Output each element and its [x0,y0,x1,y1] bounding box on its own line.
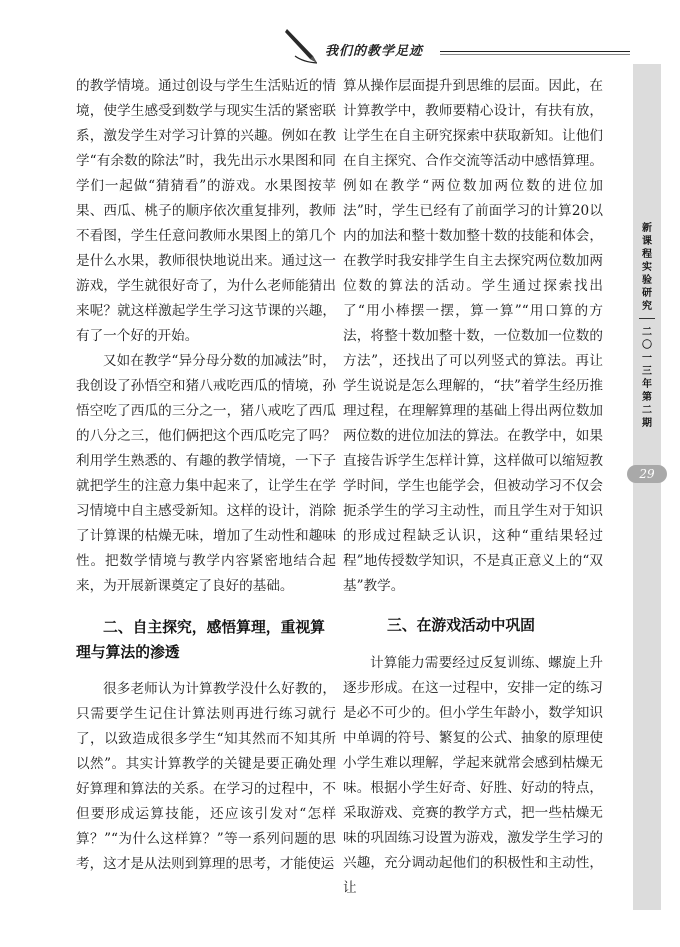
sidebar-divider [639,318,655,319]
journal-name: 新 课 程 实 验 研 究 [642,223,652,312]
header-title: 我们的教学足迹 [325,44,424,59]
body-paragraph: 算从操作层面提升到思维的层面。因此，在计算教学中，教师要精心设计，有扶有放，让学生在自主研究探索中获取新知。让他们在自主探究、合作交流等活动中感悟算理。例如在教学“两位数加两位数的进位加法”时，学生已经有了前面学习的计算20以内的加法和整十数加整十数的技能和体会，在教学时我安排学生自主去探究两位数加两位数的算法的活动。学生通过探索找出了“用小棒摆一摆，算一算”“用口算的方法，将整十数加整十数，一位数加一位数的方法”，还找出了可以列竖式的算法。再让学生说说是怎么理解的，“扶”着学生经历推理过程，在理解算理的基础上得出两位数加两位数的进位加法的算法。在教学中，如果直接告诉学生怎样计算，这样做可以缩短教学时间，学生也能学会，但被动学习不仅会扼杀学生的学习主动性，而且学生对于知识的形成过程缺乏认识，这种“重结果轻过程”地传授数学知识，不是真正意义上的“双基”教学。 [343,78,603,594]
page-number: 29 [627,465,667,483]
right-column [343,74,603,901]
pen-icon [283,26,323,66]
body-paragraph: 的教学情境。通过创设与学生生活贴近的情境，使学生感受到数学与现实生活的紧密联系，激发学生对学习计算的兴趣。例如在教学“有余数的除法”时，我先出示水果图和同学们一起做“猜猜看”的游戏。水果图按苹果、西瓜、桃子的顺序依次重复排列，教师不看图，学生任意问教师水果图上的第几个是什么水果，教师很快地说出来。通过这一游戏，学生就很好奇了，为什么老师能猜出来呢？就这样激起学生学习这节课的兴趣，有了一个好的开始。 [76,78,336,344]
sidebar-band [633,64,661,910]
body-paragraph: 很多老师认为计算教学没什么好教的，只需要学生记住计算法则再进行练习就行了，以致造成很多学生“知其然而不知其所以然”。其实计算教学的关键是要正确处理好算理和算法的关系。在学习的过程中，不但要形成运算技能，还应该引发对“怎样算？”“为什么这样算？”等一系列问题的思考，这才是从法则到算理的思考，才能使运 [76,681,336,872]
section-heading: 二、自主探究，感悟算理，重视算理与算法的渗透 [76,619,325,661]
left-column [76,74,336,877]
body-paragraph: 计算能力需要经过反复训练、螺旋上升逐步形成。在这一过程中，安排一定的练习是必不可少的。但小学生年龄小，数学知识中单调的符号、繁复的公式、抽象的原理使小学生难以理解，学起来就常会感到枯燥无味。根据小学生好奇、好胜、好动的特点，采取游戏、竞赛的教学方式，把一些枯燥无味的巩固练习设置为游戏，激发学生学习的兴趣，充分调动起他们的积极性和主动性，让 [343,655,603,896]
section-heading: 三、在游戏活动中巩固 [387,617,535,634]
header-rule-thin [440,54,630,55]
header-rule [440,51,630,52]
journal-issue: 二 〇 一 三 年 第 二 期 [642,327,652,429]
body-paragraph: 又如在教学“异分母分数的加减法”时，我创设了孙悟空和猪八戒吃西瓜的情境，孙悟空吃了西瓜的三分之一，猪八戒吃了西瓜的八分之三，他们俩把这个西瓜吃完了吗？利用学生熟悉的、有趣的教学情境，一下子就把学生的注意力集中起来了，让学生在学习情境中自主感受新知。这样的设计，消除了计算课的枯燥无味，增加了生动性和趣味性。把数学情境与教学内容紧密地结合起来，为开展新课奠定了良好的基础。 [76,353,336,594]
